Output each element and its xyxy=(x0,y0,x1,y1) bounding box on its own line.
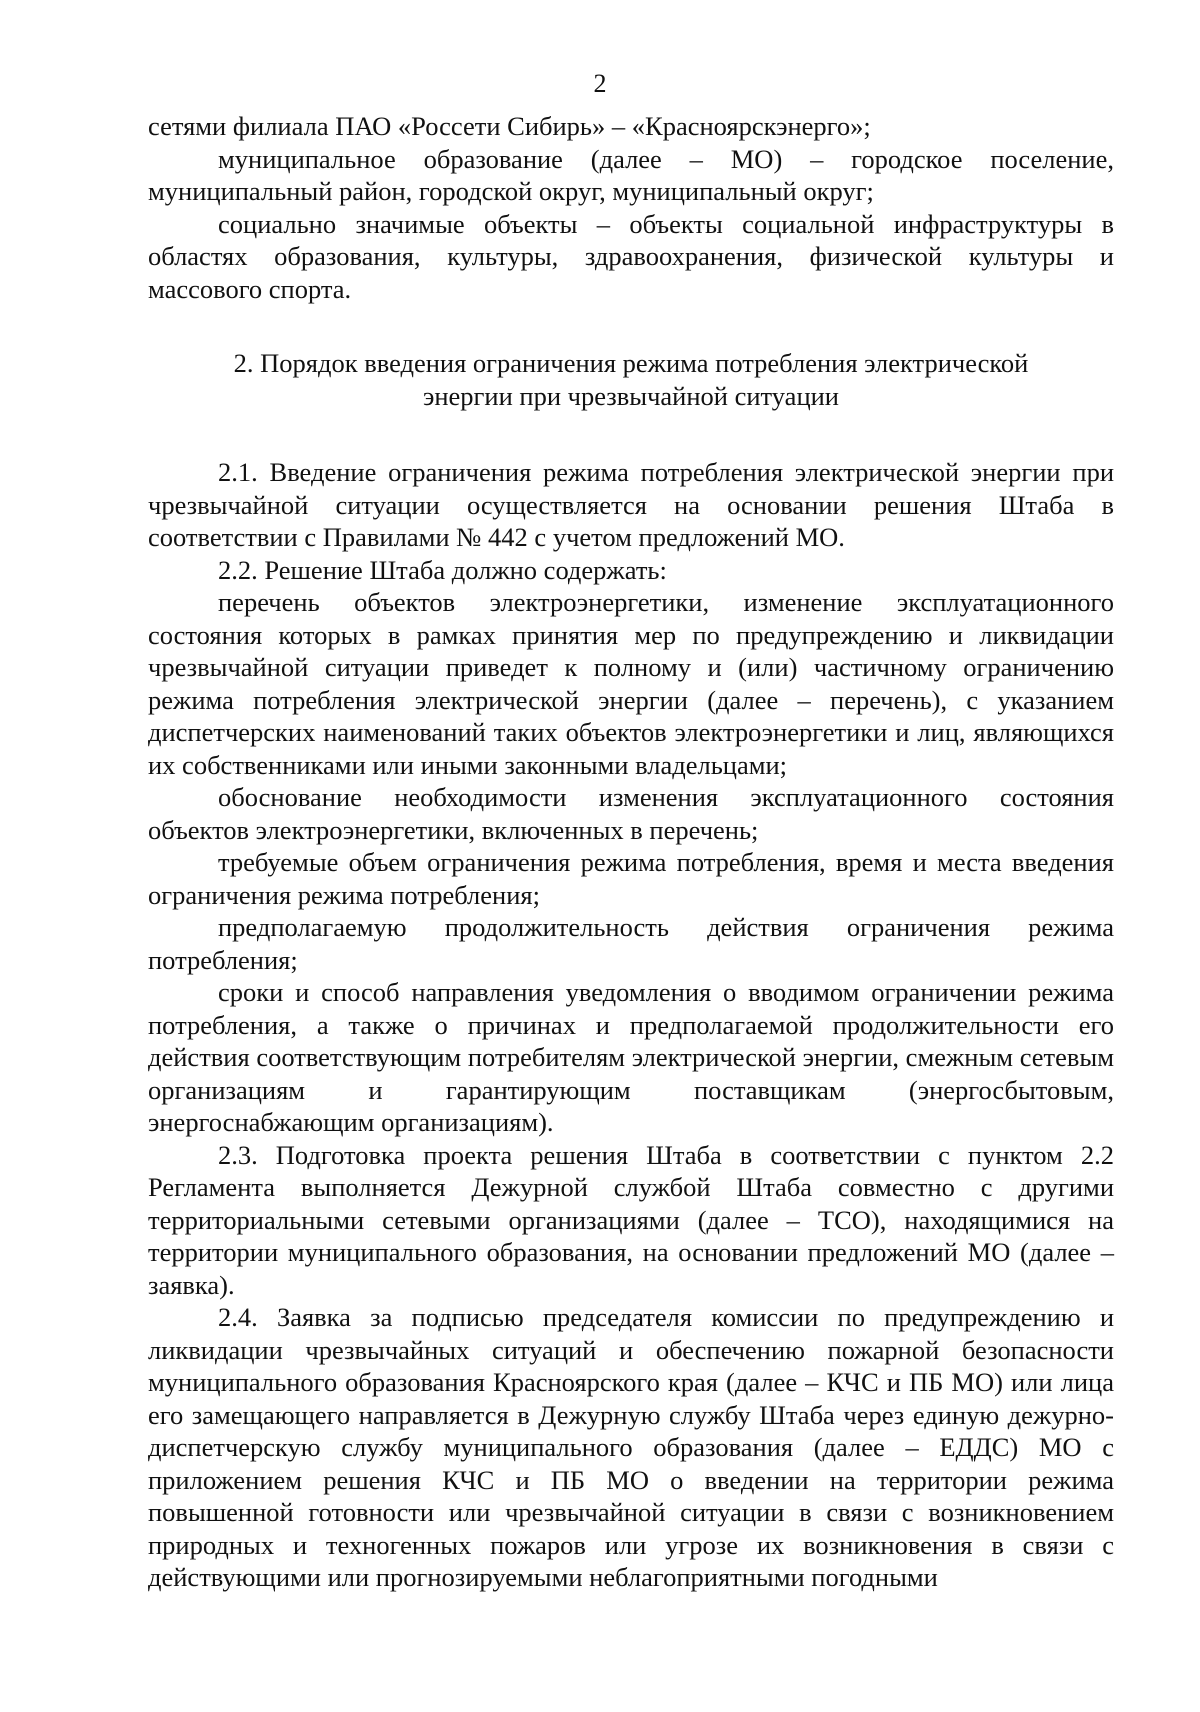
document-body xyxy=(148,110,1114,1594)
paragraph-continuation: сетями филиала ПАО «Россети Сибирь» – «Красноярскэнерго»; xyxy=(148,111,871,141)
paragraph-notification: сроки и способ направления уведомления о вводимом ограничении режима потребления, а также о причинах и предполагаемой продолжительности его действия соответствующим потребителям электрической энергии, смежным сетевым организациям и гарантирующим поставщикам (энергосбытовым, энергоснабжающим организациям). xyxy=(148,977,1114,1137)
section-heading xyxy=(148,347,1114,412)
paragraph-2-1: 2.1. Введение ограничения режима потребления электрической энергии при чрезвычайной ситуации осуществляется на основании решения Штаба в соответствии с Правилами № 442 с учетом предложений МО. xyxy=(148,457,1114,552)
paragraph-justification: обоснование необходимости изменения эксплуатационного состояния объектов электроэнергетики, включенных в перечень; xyxy=(148,782,1114,845)
page-number: 2 xyxy=(593,69,607,98)
paragraph-definition-social-objects: социально значимые объекты – объекты социальной инфраструктуры в областях образования, культуры, здравоохранения, физической культуры и массового спорта. xyxy=(148,208,1114,304)
section-heading-line-2: энергии при чрезвычайной ситуации xyxy=(422,380,839,411)
paragraph-list-objects: перечень объектов электроэнергетики, изменение эксплуатационного состояния которых в рамках принятия мер по предупреждению и ликвидации чрезвычайной ситуации приведет к полному и (или) частичному ограничению режима потребления электрической энергии (далее – перечень), с указанием диспетчерских наименований таких объектов электроэнергетики и лиц, являющихся их собственниками или иными законными владельцами; xyxy=(148,587,1114,780)
paragraph-definition-mo: муниципальное образование (далее – МО) – городское поселение, муниципальный район, городской округ, муниципальный округ; xyxy=(148,143,1114,206)
paragraph-2-2: 2.2. Решение Штаба должно содержать: xyxy=(218,554,667,585)
paragraph-2-4: 2.4. Заявка за подписью председателя комиссии по предупреждению и ликвидации чрезвычайных ситуаций и обеспечению пожарной безопасности муниципального образования Красноярского края (далее – КЧС и ПБ МО) или лица его замещающего направляется в Дежурную службу Штаба через единую дежурно-диспетчерскую службу муниципального образования (далее – ЕДДС) МО с приложением решения КЧС и ПБ МО о введении на территории режима повышенной готовности или чрезвычайной ситуации в связи с возникновением природных и техногенных пожаров или угрозе их возникновения в связи с действующими или прогнозируемыми неблагоприятными погодными xyxy=(148,1302,1114,1592)
section-heading-line-1: 2. Порядок введения ограничения режима потребления электрической xyxy=(233,348,1029,378)
paragraph-volume-time-place: требуемые объем ограничения режима потребления, время и места введения ограничения режима потребления; xyxy=(148,847,1114,910)
paragraph-2-3: 2.3. Подготовка проекта решения Штаба в соответствии с пунктом 2.2 Регламента выполняется Дежурной службой Штаба совместно с другими территориальными сетевыми организациями (далее – ТСО), находящимися на территории муниципального образования, на основании предложений МО (далее – заявка). xyxy=(148,1139,1114,1300)
paragraph-duration: предполагаемую продолжительность действия ограничения режима потребления; xyxy=(148,912,1114,975)
